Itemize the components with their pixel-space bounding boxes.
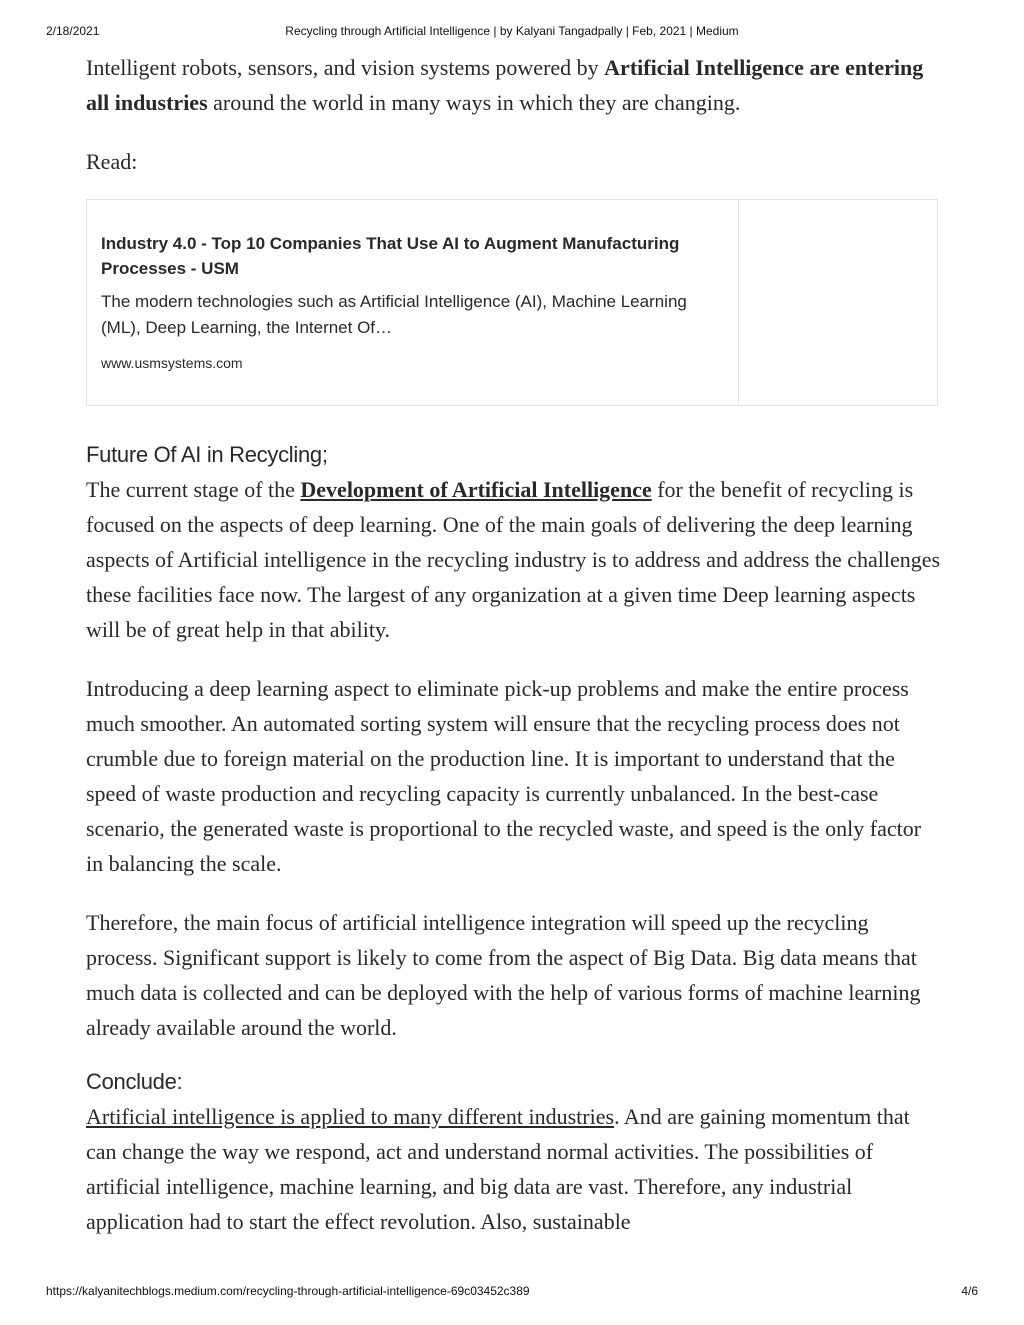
future-p1-after: for the benefit of recycling is focused on the aspects of deep learning. One of the main goals of delivering the deep learning aspects of Artificial intelligence in the recycling industry is to address and address the challenges these facilities face now. The largest of any organization at a given time Deep learning aspects will be of great help in that ability. <box>86 477 941 642</box>
link-preview-card[interactable] <box>86 199 938 406</box>
future-paragraph-3: Therefore, the main focus of artificial intelligence integration will speed up the recycling process. Significant support is likely to come from the aspect of Big Data. Big data means that much data is collected and can be deployed with the help of various forms of machine learning already available around the world. <box>86 910 921 1040</box>
link-preview-title: Industry 4.0 - Top 10 Companies That Use AI to Augment Manufacturing Processes - USM <box>101 234 680 278</box>
intro-text-2: around the world in many ways in which they are changing. <box>207 90 741 115</box>
intro-text-1: Intelligent robots, sensors, and vision systems powered by <box>86 55 605 80</box>
link-preview-domain: www.usmsystems.com <box>101 355 243 371</box>
print-header <box>0 24 1024 40</box>
print-footer <box>0 1284 1024 1300</box>
print-date: 2/18/2021 <box>46 24 100 38</box>
print-page-number: 4/6 <box>961 1284 978 1298</box>
future-paragraph-2: Introducing a deep learning aspect to eliminate pick-up problems and make the entire process much smoother. An automated sorting system will ensure that the recycling process does not crumble due to foreign material on the production line. It is important to understand that the speed of waste production and recycling capacity is currently unbalanced. In the best-case scenario, the generated waste is proportional to the recycled waste, and speed is the only factor in balancing the scale. <box>86 676 922 876</box>
conclude-text: . And are gaining momentum that can change the way we respond, act and understand normal activities. The possibilities of artificial intelligence, machine learning, and big data are vast. Therefore, any industrial application had to start the effect revolution. Also, sustainable <box>86 1104 910 1234</box>
future-p1-before: The current stage of the <box>86 477 301 502</box>
heading-future-of-ai: Future Of AI in Recycling; <box>86 442 328 467</box>
future-paragraph-1 <box>86 472 941 647</box>
article-content <box>86 50 941 1239</box>
read-label: Read: <box>86 149 138 174</box>
print-title: Recycling through Artificial Intelligence | by Kalyani Tangadpally | Feb, 2021 | Medium <box>285 24 739 38</box>
heading-conclude: Conclude: <box>86 1069 183 1094</box>
link-preview-text <box>87 200 739 405</box>
print-url: https://kalyanitechblogs.medium.com/recycling-through-artificial-intelligence-69c03452c389 <box>46 1284 530 1298</box>
development-of-ai-link[interactable]: Development of Artificial Intelligence <box>300 477 652 502</box>
intro-paragraph <box>86 50 941 120</box>
conclude-paragraph <box>86 1099 941 1239</box>
intro-bold: Artificial Intelligence are entering all industries <box>86 55 924 115</box>
link-preview-thumbnail <box>739 200 937 405</box>
ai-industries-link[interactable]: Artificial intelligence is applied to many different industries <box>86 1104 615 1129</box>
link-preview-description: The modern technologies such as Artificial Intelligence (AI), Machine Learning (ML), Deep Learning, the Internet Of… <box>101 292 687 337</box>
